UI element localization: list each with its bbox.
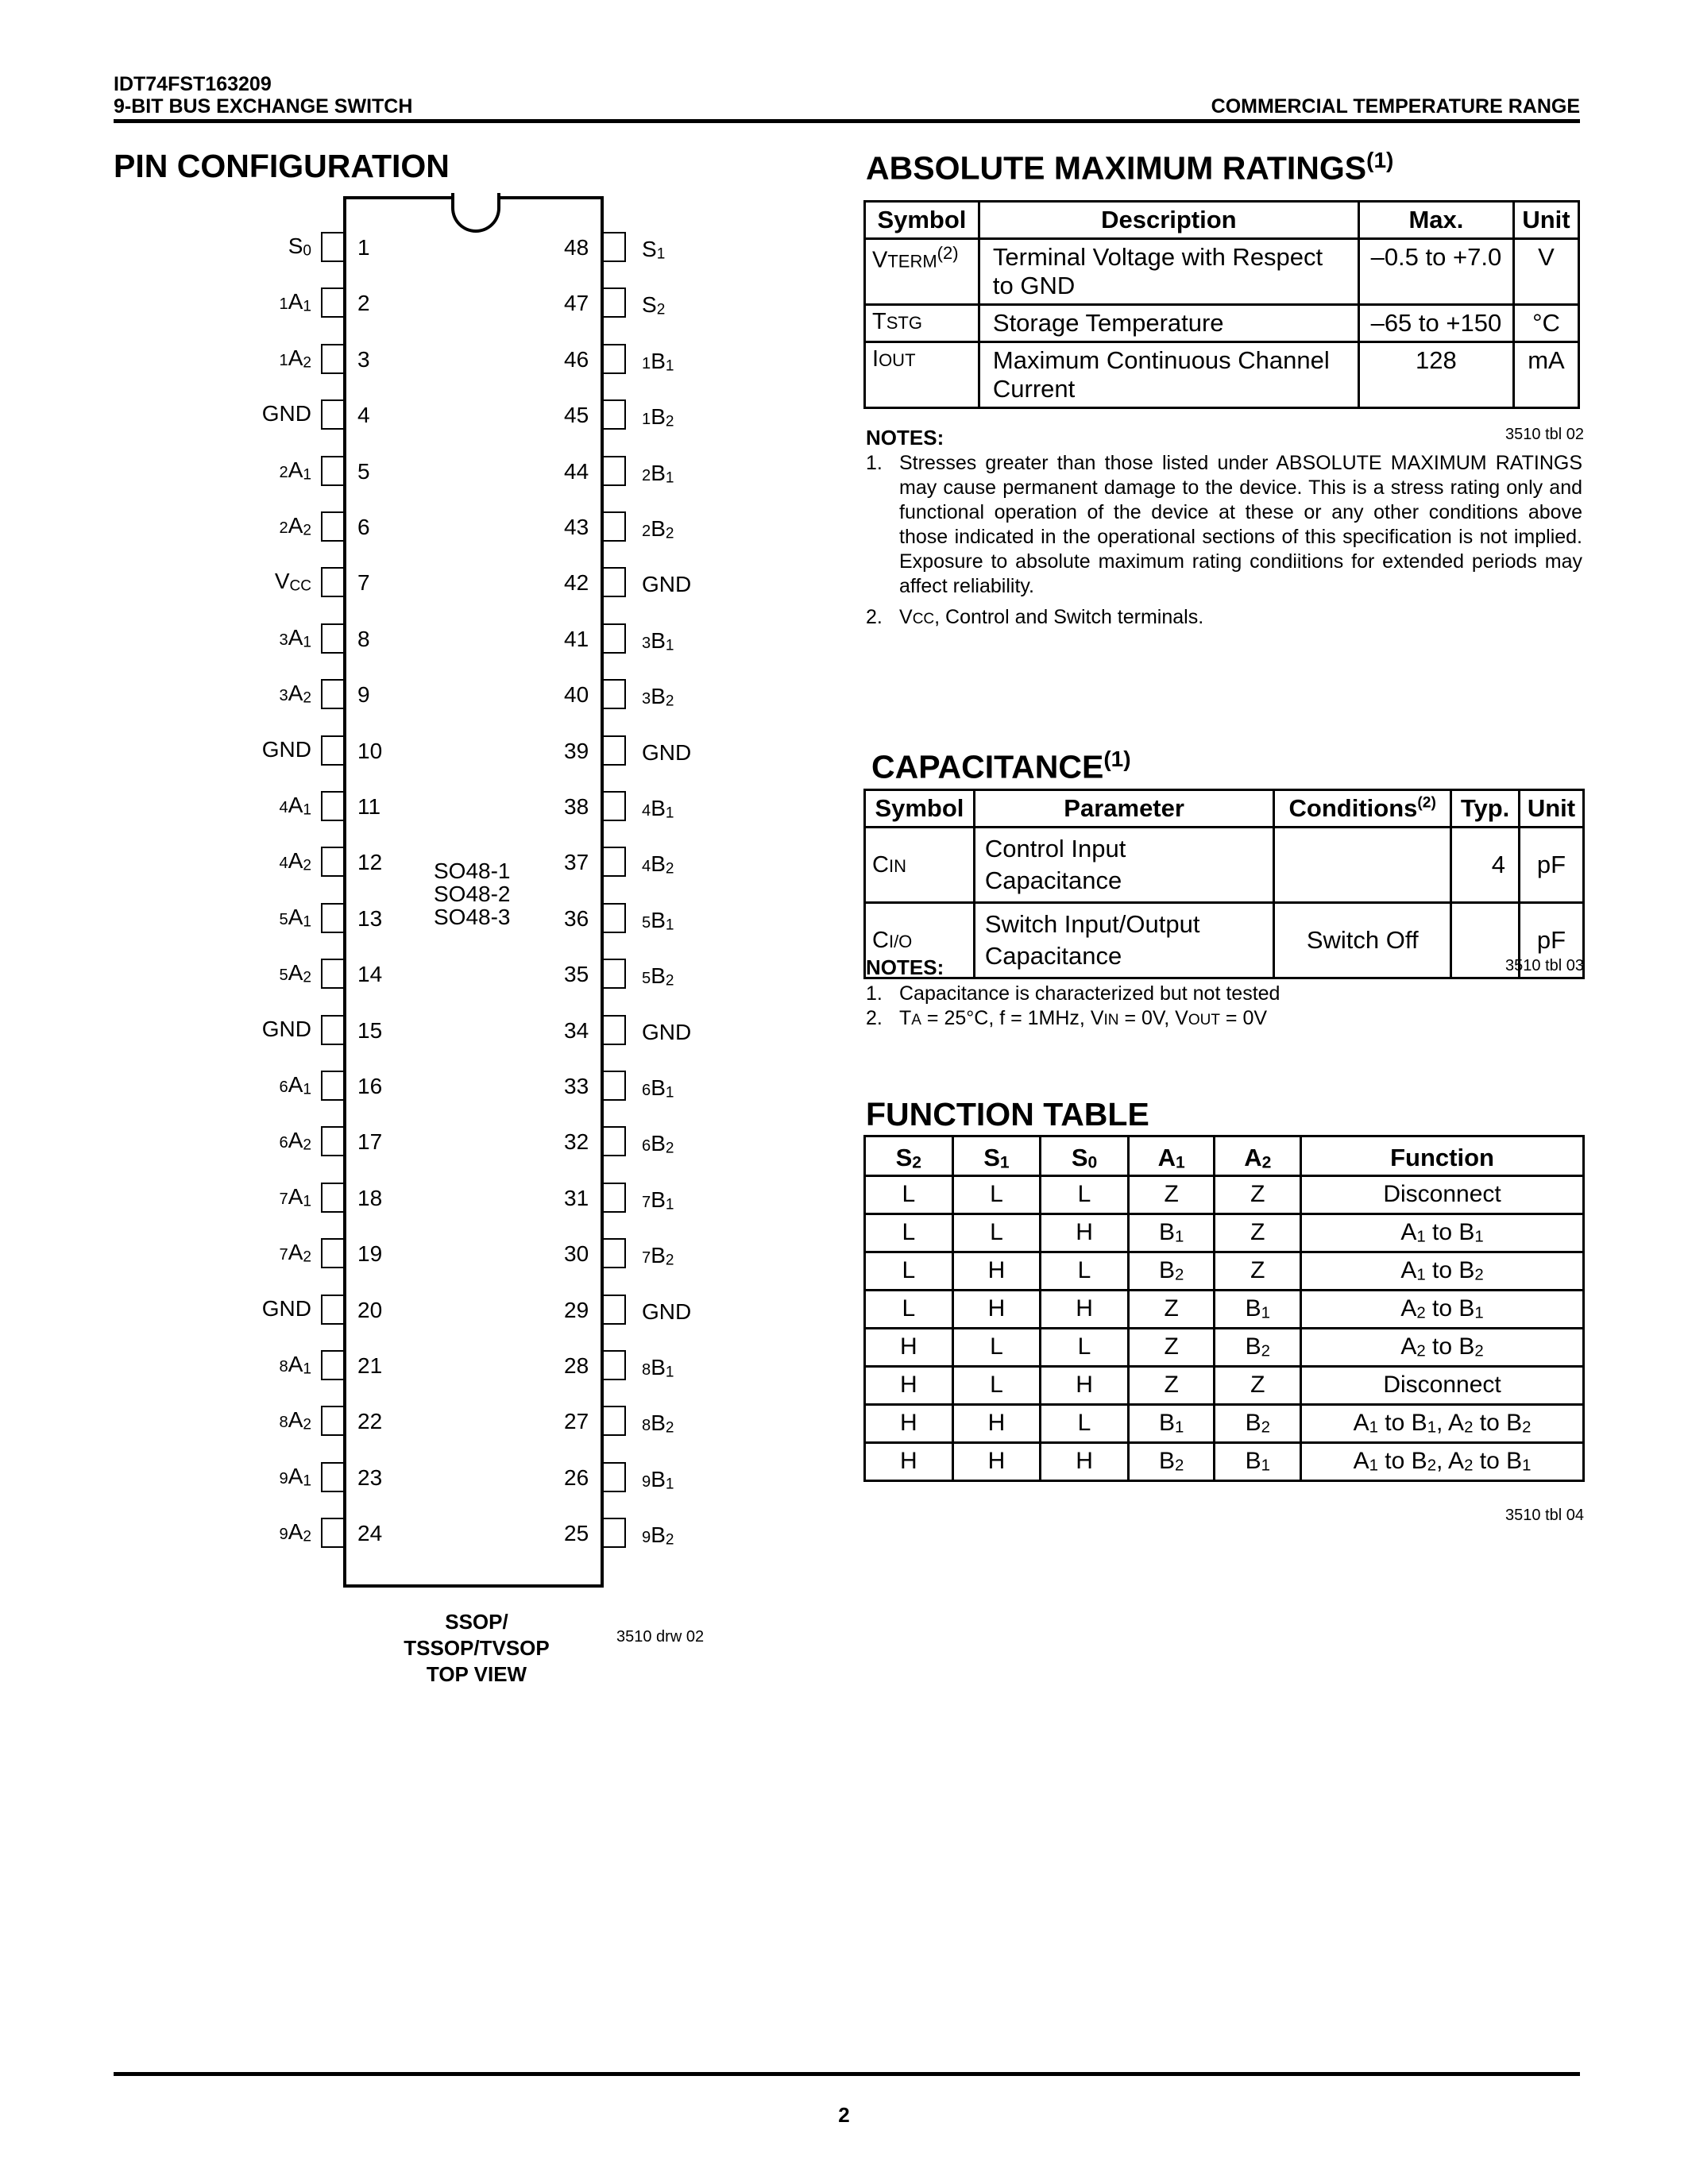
function-table — [863, 1135, 1585, 1482]
pin-number: 20 — [357, 1298, 383, 1322]
pin-label: $8A_2$ — [279, 1407, 311, 1433]
pin-number: 23 — [357, 1465, 383, 1490]
state-cell: H — [1041, 1290, 1129, 1328]
pin-label: $7A_2$ — [279, 1240, 311, 1266]
pin-box — [321, 959, 343, 989]
pin-box — [604, 567, 626, 597]
part-number: IDT74FST163209 — [114, 73, 272, 95]
state-cell: L — [1041, 1328, 1129, 1366]
pin-label: $3A_2$ — [279, 681, 311, 707]
pin-label: GND — [261, 1017, 311, 1041]
footer-rule — [114, 2072, 1580, 2076]
function-table-ref: 3510 tbl 04 — [1505, 1507, 1584, 1524]
capacitance-notes-label: NOTES: — [866, 955, 944, 979]
conditions-cell — [1274, 828, 1451, 903]
package-name: SO48-1 — [434, 859, 511, 883]
pin-box — [604, 1238, 626, 1268]
state-cell: $B_1$ — [1128, 1214, 1215, 1252]
package-name: SO48-3 — [434, 905, 511, 929]
pin-box — [321, 791, 343, 821]
document-subtitle: 9-BIT BUS EXCHANGE SWITCH — [114, 95, 413, 118]
pin-number: 17 — [357, 1129, 383, 1154]
note-text: TA = 25°C, f = 1MHz, VIN = 0V, VOUT = 0V — [899, 1007, 1268, 1029]
header-parameter: Parameter — [974, 790, 1273, 828]
pin-box — [604, 1350, 626, 1380]
pin-box — [604, 456, 626, 486]
package-view: TOP VIEW — [426, 1662, 527, 1686]
header-cell: Function — [1301, 1136, 1584, 1176]
pin-box — [604, 344, 626, 374]
table-row — [865, 239, 1579, 305]
table-row — [865, 1252, 1584, 1290]
abs-max-notes — [866, 451, 1582, 638]
pin-number: 8 — [357, 627, 370, 651]
pin-number: 38 — [564, 794, 589, 819]
pin-number: 39 — [564, 739, 589, 763]
pin-label: $5B_1$ — [642, 908, 674, 934]
note-item — [866, 1006, 1582, 1032]
pin-label: $1B_2$ — [642, 404, 674, 430]
pin-number: 40 — [564, 682, 589, 707]
note-text: Capacitance is characterized but not tested — [899, 982, 1280, 1005]
description-cell: Maximum Continuous Channel Current — [979, 342, 1358, 408]
pin-box — [604, 232, 626, 262]
header-cell: $A_2$ — [1215, 1136, 1301, 1176]
pin-box — [321, 399, 343, 430]
pin-number: 10 — [357, 739, 383, 763]
symbol-cell: CI/O — [865, 903, 975, 978]
state-cell: Z — [1215, 1252, 1301, 1290]
state-cell: L — [1041, 1175, 1129, 1214]
pin-box — [321, 1015, 343, 1045]
pin-number: 45 — [564, 403, 589, 427]
table-row — [865, 342, 1579, 408]
function-cell: $A_1$ to $B_2$ — [1301, 1252, 1584, 1290]
note-text: Stresses greater than those listed under ABSOLUTE MAXIMUM RATINGS may cause permanent damage to the device. This is a stress rating only and functional operation of the device at these or any other conditions above those indicated in the operational sections of this specification is not implied. Exposure to absolute maximum rating condiitions for extended periods may affect reliability. — [899, 452, 1582, 597]
table-row — [865, 1290, 1584, 1328]
header-conditions-text: Conditions — [1288, 794, 1418, 822]
pin-box — [321, 287, 343, 318]
state-cell: L — [865, 1175, 953, 1214]
pin-label: $4A_1$ — [279, 793, 311, 819]
pin-number: 18 — [357, 1186, 383, 1210]
parameter-cell: Switch Input/Output Capacitance — [974, 903, 1273, 978]
state-cell: L — [952, 1214, 1041, 1252]
pin-number: 25 — [564, 1521, 589, 1545]
drawing-ref: 3510 drw 02 — [616, 1628, 705, 1646]
header-conditions — [1274, 790, 1451, 828]
pin-box — [604, 287, 626, 318]
package-type: SSOP/ — [445, 1610, 508, 1634]
pin-box — [321, 1295, 343, 1325]
package-name: SO48-2 — [434, 882, 511, 906]
page-number: 2 — [838, 2103, 850, 2127]
pin-box — [604, 903, 626, 933]
pin-number: 24 — [357, 1521, 383, 1545]
header-unit: Unit — [1513, 202, 1578, 239]
function-cell: $A_2$ to $B_2$ — [1301, 1328, 1584, 1366]
pin-number: 26 — [564, 1465, 589, 1490]
typ-cell: 4 — [1451, 828, 1520, 903]
pin-number: 31 — [564, 1186, 589, 1210]
pin-label: $2B_1$ — [642, 461, 674, 487]
pin-config-title: PIN CONFIGURATION — [114, 148, 450, 184]
state-cell: Z — [1128, 1366, 1215, 1404]
abs-max-title-text: ABSOLUTE MAXIMUM RATINGS — [866, 149, 1367, 187]
pin-number: 36 — [564, 906, 589, 931]
pin-label: $V_{CC}$ — [274, 569, 311, 595]
pin-box — [321, 1350, 343, 1380]
pin-number: 48 — [564, 235, 589, 260]
table-row — [865, 903, 1584, 978]
pin-box — [604, 1295, 626, 1325]
table-row — [865, 1175, 1584, 1214]
symbol-cell: TSTG — [865, 305, 979, 342]
state-cell: Z — [1215, 1175, 1301, 1214]
pin-label: $5A_2$ — [279, 960, 311, 986]
pin-label: $7B_1$ — [642, 1187, 674, 1214]
state-cell: H — [1041, 1442, 1129, 1480]
abs-max-notes-label: NOTES: — [866, 426, 944, 450]
function-cell: Disconnect — [1301, 1366, 1584, 1404]
pin-number: 12 — [357, 850, 383, 874]
pin-label: $9B_1$ — [642, 1467, 674, 1493]
header-cell: $S_1$ — [952, 1136, 1041, 1176]
state-cell: $B_1$ — [1128, 1404, 1215, 1442]
state-cell: L — [1041, 1404, 1129, 1442]
header-max: Max. — [1358, 202, 1513, 239]
unit-cell: pF — [1520, 828, 1584, 903]
pin-label: $9A_2$ — [279, 1519, 311, 1545]
note-number: 2. — [866, 1007, 883, 1029]
pin-box — [321, 232, 343, 262]
pin-label: $6A_2$ — [279, 1128, 311, 1154]
pin-label: $4A_2$ — [279, 848, 311, 874]
capacitance-title-text: CAPACITANCE — [871, 748, 1104, 785]
pin-label: $7B_2$ — [642, 1243, 674, 1269]
package-type-2: TSSOP/TVSOP — [404, 1636, 550, 1660]
note-item — [866, 605, 1582, 631]
pin-number: 16 — [357, 1074, 383, 1098]
pin-box — [321, 1518, 343, 1548]
state-cell: H — [865, 1328, 953, 1366]
pin-number: 9 — [357, 682, 370, 707]
table-header-row — [865, 790, 1584, 828]
pin-number: 28 — [564, 1353, 589, 1378]
pin-box — [321, 511, 343, 542]
note-item — [866, 451, 1582, 599]
pin-label: $S_0$ — [288, 233, 311, 260]
pin-box — [321, 1238, 343, 1268]
pin-box — [604, 1126, 626, 1156]
pin-box — [321, 456, 343, 486]
unit-cell: pF — [1520, 903, 1584, 978]
state-cell: H — [952, 1252, 1041, 1290]
pin-number: 14 — [357, 962, 383, 986]
pin-label: $3B_1$ — [642, 628, 674, 654]
temperature-range: COMMERCIAL TEMPERATURE RANGE — [1211, 95, 1580, 118]
state-cell: Z — [1128, 1175, 1215, 1214]
description-cell: Terminal Voltage with Respect to GND — [979, 239, 1358, 305]
pin-label: $1A_2$ — [279, 345, 311, 372]
header-description: Description — [979, 202, 1358, 239]
pin-label: $5A_1$ — [279, 905, 311, 931]
package-caption — [357, 1609, 596, 1688]
state-cell: L — [1041, 1252, 1129, 1290]
state-cell: Z — [1215, 1214, 1301, 1252]
pin-number: 2 — [357, 291, 370, 315]
note-number: 1. — [866, 452, 883, 474]
pin-box — [604, 791, 626, 821]
pin-label: $4B_2$ — [642, 851, 674, 878]
header-rule — [114, 119, 1580, 123]
pin-box — [604, 1406, 626, 1436]
pin-label: $1A_1$ — [279, 289, 311, 315]
state-cell: L — [952, 1175, 1041, 1214]
pin-label: $6B_1$ — [642, 1075, 674, 1102]
pin-number: 7 — [357, 570, 370, 595]
pin-number: 6 — [357, 515, 370, 539]
pin-number: 4 — [357, 403, 370, 427]
state-cell: $B_2$ — [1128, 1252, 1215, 1290]
pin-number: 5 — [357, 459, 370, 484]
pin-label: $8B_1$ — [642, 1355, 674, 1381]
capacitance-notes — [866, 982, 1582, 1032]
unit-cell: °C — [1513, 305, 1578, 342]
pin-number: 19 — [357, 1241, 383, 1266]
parameter-cell: Control Input Capacitance — [974, 828, 1273, 903]
function-table-title: FUNCTION TABLE — [866, 1096, 1149, 1133]
state-cell: H — [952, 1290, 1041, 1328]
state-cell: H — [1041, 1366, 1129, 1404]
state-cell: $B_2$ — [1128, 1442, 1215, 1480]
pin-box — [321, 1183, 343, 1213]
pin-label: $3B_2$ — [642, 684, 674, 710]
note-text: VCC, Control and Switch terminals. — [899, 606, 1204, 628]
state-cell: H — [952, 1404, 1041, 1442]
abs-max-table-ref: 3510 tbl 02 — [1505, 426, 1584, 443]
header-cell: $S_0$ — [1041, 1136, 1129, 1176]
pin-number: 32 — [564, 1129, 589, 1154]
pin-label: $3A_1$ — [279, 625, 311, 651]
abs-max-title — [866, 148, 1393, 187]
pin-label: $S_2$ — [642, 292, 666, 318]
pin-number: 37 — [564, 850, 589, 874]
state-cell: H — [865, 1366, 953, 1404]
pin-number: 34 — [564, 1018, 589, 1043]
pin-number: 46 — [564, 347, 589, 372]
pin-number: 29 — [564, 1298, 589, 1322]
function-cell: Disconnect — [1301, 1175, 1584, 1214]
function-cell: $A_1$ to $B_1$, $A_2$ to $B_2$ — [1301, 1404, 1584, 1442]
state-cell: H — [1041, 1214, 1129, 1252]
symbol-cell: IOUT — [865, 342, 979, 408]
pin-box — [321, 1462, 343, 1492]
abs-max-table — [863, 200, 1580, 409]
pin-box — [604, 623, 626, 654]
pin-number: 11 — [357, 794, 381, 819]
max-cell: –65 to +150 — [1358, 305, 1513, 342]
table-row — [865, 1328, 1584, 1366]
pin-label: GND — [642, 1020, 692, 1044]
pin-box — [321, 1071, 343, 1101]
pin-label: GND — [261, 1296, 311, 1321]
state-cell: H — [865, 1442, 953, 1480]
pin-label: GND — [642, 1299, 692, 1324]
pin-number: 33 — [564, 1074, 589, 1098]
table-row — [865, 1442, 1584, 1480]
pin-box — [321, 679, 343, 709]
note-number: 1. — [866, 982, 883, 1005]
pin-label: $2B_2$ — [642, 516, 674, 542]
table-row — [865, 1366, 1584, 1404]
header-unit: Unit — [1520, 790, 1584, 828]
pin-label: $4B_1$ — [642, 796, 674, 822]
table-row — [865, 828, 1584, 903]
pin-box — [604, 847, 626, 877]
pin-box — [604, 1518, 626, 1548]
state-cell: L — [952, 1366, 1041, 1404]
pin-label: GND — [261, 401, 311, 426]
state-cell: Z — [1215, 1366, 1301, 1404]
abs-max-title-note: (1) — [1366, 148, 1394, 172]
pin-number: 41 — [564, 627, 589, 651]
pin-label: $2A_2$ — [279, 513, 311, 539]
max-cell: –0.5 to +7.0 — [1358, 239, 1513, 305]
header-typ: Typ. — [1451, 790, 1520, 828]
header-symbol: Symbol — [865, 202, 979, 239]
state-cell: $B_1$ — [1215, 1442, 1301, 1480]
pin-number: 30 — [564, 1241, 589, 1266]
pin-label: $1B_1$ — [642, 349, 674, 375]
function-cell: $A_2$ to $B_1$ — [1301, 1290, 1584, 1328]
pin-label: $7A_1$ — [279, 1184, 311, 1210]
state-cell: $B_2$ — [1215, 1404, 1301, 1442]
capacitance-table-ref: 3510 tbl 03 — [1505, 957, 1584, 974]
conditions-cell: Switch Off — [1274, 903, 1451, 978]
description-cell: Storage Temperature — [979, 305, 1358, 342]
pin-box — [604, 1015, 626, 1045]
header-symbol: Symbol — [865, 790, 975, 828]
pin-box — [321, 903, 343, 933]
pin-box — [321, 847, 343, 877]
unit-cell: mA — [1513, 342, 1578, 408]
state-cell: L — [865, 1252, 953, 1290]
pin-label: $6A_1$ — [279, 1072, 311, 1098]
note-item — [866, 982, 1582, 1006]
header-cell: $S_2$ — [865, 1136, 953, 1176]
note-number: 2. — [866, 606, 883, 628]
state-cell: L — [865, 1214, 953, 1252]
pin-box — [604, 1071, 626, 1101]
pin-box — [321, 1406, 343, 1436]
package-names — [434, 859, 511, 928]
pin-box — [604, 959, 626, 989]
pin-box — [604, 679, 626, 709]
function-cell: $A_1$ to $B_2$, $A_2$ to $B_1$ — [1301, 1442, 1584, 1480]
pin-label: $9A_1$ — [279, 1464, 311, 1490]
state-cell: $B_2$ — [1215, 1328, 1301, 1366]
pin-number: 27 — [564, 1409, 589, 1433]
pin-number: 1 — [357, 235, 370, 260]
header-cell: $A_1$ — [1128, 1136, 1215, 1176]
table-row — [865, 1214, 1584, 1252]
pin-box — [321, 623, 343, 654]
table-header-row — [865, 1136, 1584, 1176]
pin-number: 35 — [564, 962, 589, 986]
pin-label: GND — [642, 572, 692, 596]
pin-number: 21 — [357, 1353, 383, 1378]
header-conditions-note: (2) — [1417, 794, 1436, 812]
table-row — [865, 305, 1579, 342]
state-cell: L — [952, 1328, 1041, 1366]
pin-number: 15 — [357, 1018, 383, 1043]
pin-box — [321, 1126, 343, 1156]
pin-number: 3 — [357, 347, 370, 372]
capacitance-title — [871, 747, 1131, 786]
pin-label: $5B_2$ — [642, 963, 674, 990]
state-cell: L — [865, 1290, 953, 1328]
state-cell: Z — [1128, 1328, 1215, 1366]
pin-label: $8A_1$ — [279, 1352, 311, 1378]
state-cell: Z — [1128, 1290, 1215, 1328]
state-cell: H — [865, 1404, 953, 1442]
pin-box — [321, 735, 343, 766]
pin-label: $9B_2$ — [642, 1522, 674, 1549]
pin-number: 47 — [564, 291, 589, 315]
pin-number: 42 — [564, 570, 589, 595]
pin-box — [604, 735, 626, 766]
unit-cell: V — [1513, 239, 1578, 305]
pin-number: 22 — [357, 1409, 383, 1433]
pin-box — [321, 567, 343, 597]
pin-number: 44 — [564, 459, 589, 484]
table-row — [865, 1404, 1584, 1442]
pin-label: $2A_1$ — [279, 457, 311, 484]
pin-number: 13 — [357, 906, 383, 931]
pin-box — [604, 511, 626, 542]
pin-box — [604, 1462, 626, 1492]
pin-label: $6B_2$ — [642, 1131, 674, 1157]
pin-label: $8B_2$ — [642, 1410, 674, 1437]
max-cell: 128 — [1358, 342, 1513, 408]
state-cell: $B_1$ — [1215, 1290, 1301, 1328]
pin-number: 43 — [564, 515, 589, 539]
state-cell: H — [952, 1442, 1041, 1480]
pin-box — [604, 1183, 626, 1213]
capacitance-title-note: (1) — [1103, 747, 1131, 771]
symbol-cell: CIN — [865, 828, 975, 903]
pin-label: GND — [261, 737, 311, 762]
pin-box — [604, 399, 626, 430]
pin-box — [321, 344, 343, 374]
function-cell: $A_1$ to $B_1$ — [1301, 1214, 1584, 1252]
pin-label: GND — [642, 740, 692, 765]
pin-label: $S_1$ — [642, 237, 666, 263]
table-header-row — [865, 202, 1579, 239]
symbol-cell: VTERM$^{(2)}$ — [865, 239, 979, 305]
capacitance-table — [863, 789, 1585, 979]
